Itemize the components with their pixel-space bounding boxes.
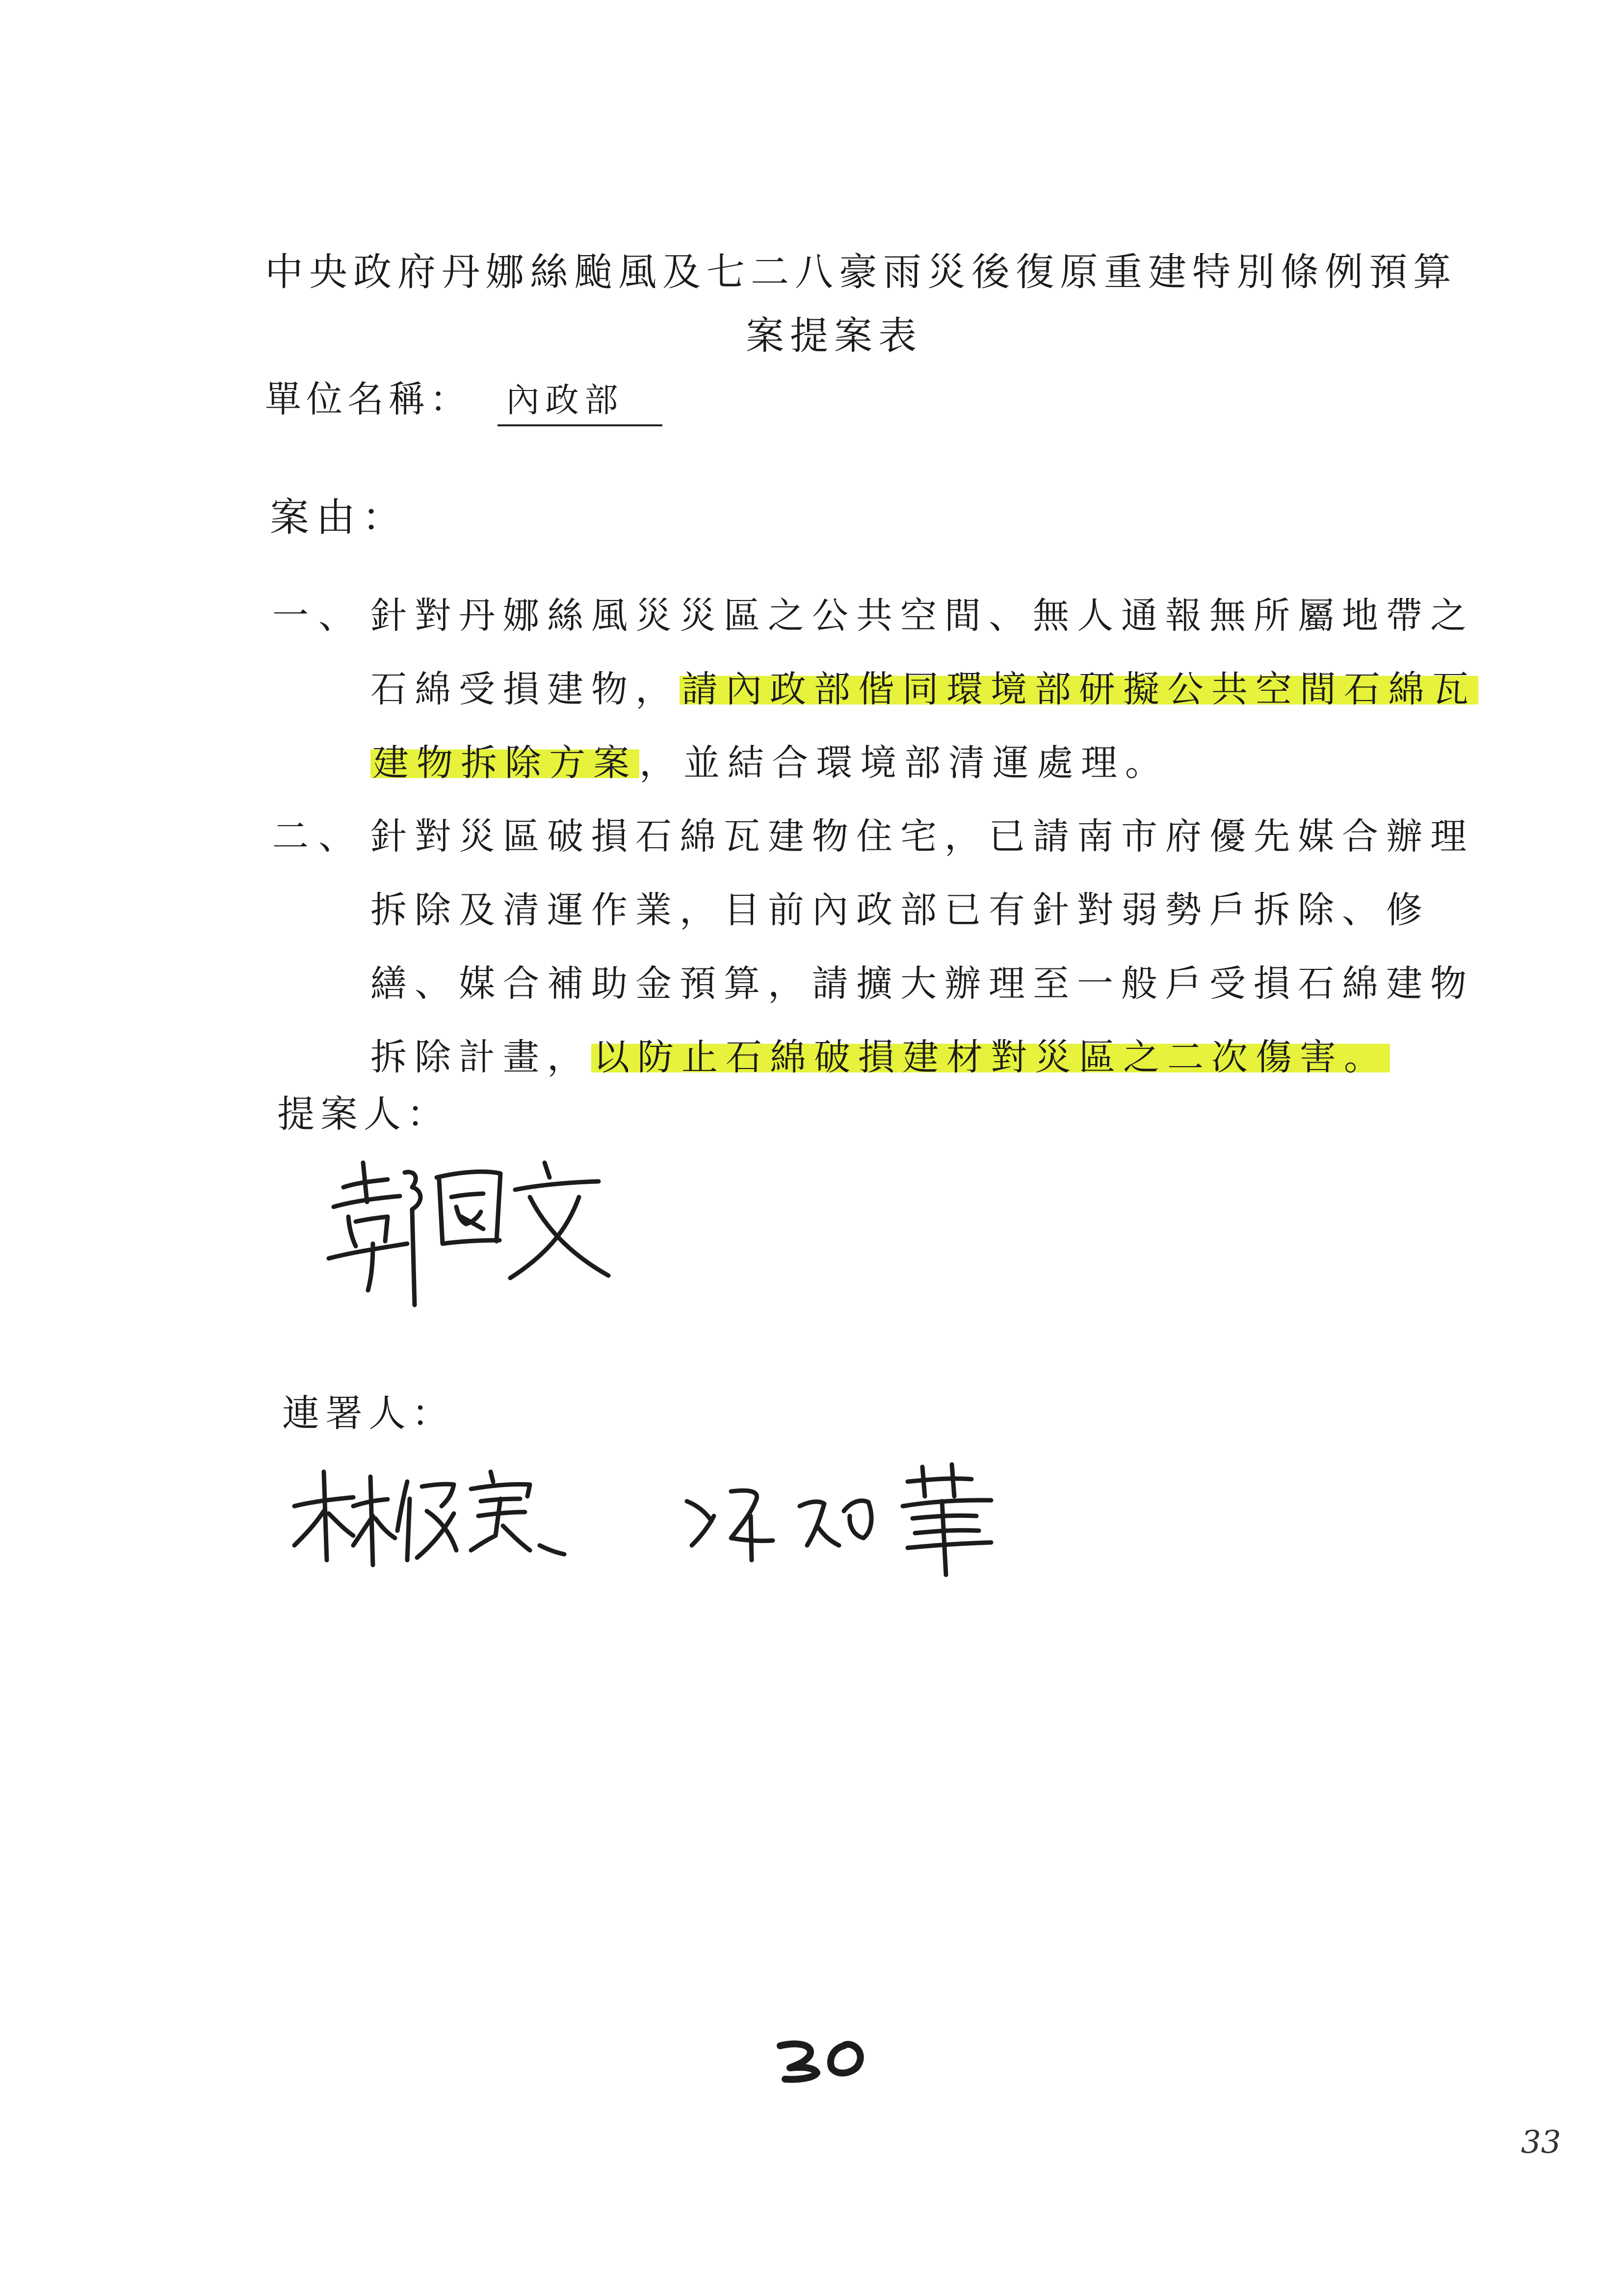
proposal-item: [272, 800, 1474, 1094]
unit-value: 內政部: [498, 374, 662, 426]
page-number: 33: [1521, 2124, 1561, 2161]
document-title: [265, 240, 1458, 368]
unit-row: [265, 370, 662, 426]
item-number: 一、: [272, 595, 365, 637]
item-text: ，並結合環境部清運處理。: [639, 742, 1169, 784]
item-line: [370, 800, 1474, 873]
highlighted-text: 請內政部偕同環境部研擬公共空間石綿瓦: [680, 668, 1478, 710]
item-line: [370, 947, 1474, 1020]
item-text: 針對災區破損石綿瓦建物住宅，已請南市府優先媒合辦理: [370, 815, 1474, 858]
item-text: 拆除計畫，: [370, 1036, 591, 1078]
proposal-items: [272, 579, 1476, 1094]
cosigner-signature-2: [677, 1452, 1030, 1580]
proposal-item: [272, 579, 1476, 800]
item-line: [370, 579, 1474, 652]
item-number: 二、: [272, 815, 365, 858]
highlighted-text: 建物拆除方案: [370, 742, 639, 784]
handwritten-mark: [770, 2026, 898, 2085]
cosigner-signature-1: [285, 1452, 628, 1580]
cosigner-label: 連署人：: [282, 1391, 455, 1435]
highlighted-text: 以防止石綿破損建材對災區之二次傷害。: [591, 1036, 1390, 1078]
title-line-1: 中央政府丹娜絲颱風及七二八豪雨災後復原重建特別條例預算: [265, 250, 1458, 294]
item-text: 拆除及清運作業，目前內政部已有針對弱勢戶拆除、修: [370, 889, 1430, 931]
item-text: 石綿受損建物，: [370, 668, 680, 710]
proposer-signature: [314, 1143, 618, 1305]
item-line: [370, 873, 1430, 947]
item-line: [370, 1020, 1430, 1094]
item-line: [370, 726, 1430, 800]
reason-label: 案由：: [270, 495, 408, 540]
unit-label: 單位名稱：: [265, 378, 471, 420]
proposer-label: 提案人：: [277, 1092, 450, 1136]
item-text: 繕、媒合補助金預算，請擴大辦理至一般戶受損石綿建物: [370, 963, 1474, 1005]
title-line-2: 案提案表: [745, 314, 922, 358]
item-line: [370, 652, 1476, 726]
item-text: 針對丹娜絲風災災區之公共空間、無人通報無所屬地帶之: [370, 595, 1474, 637]
